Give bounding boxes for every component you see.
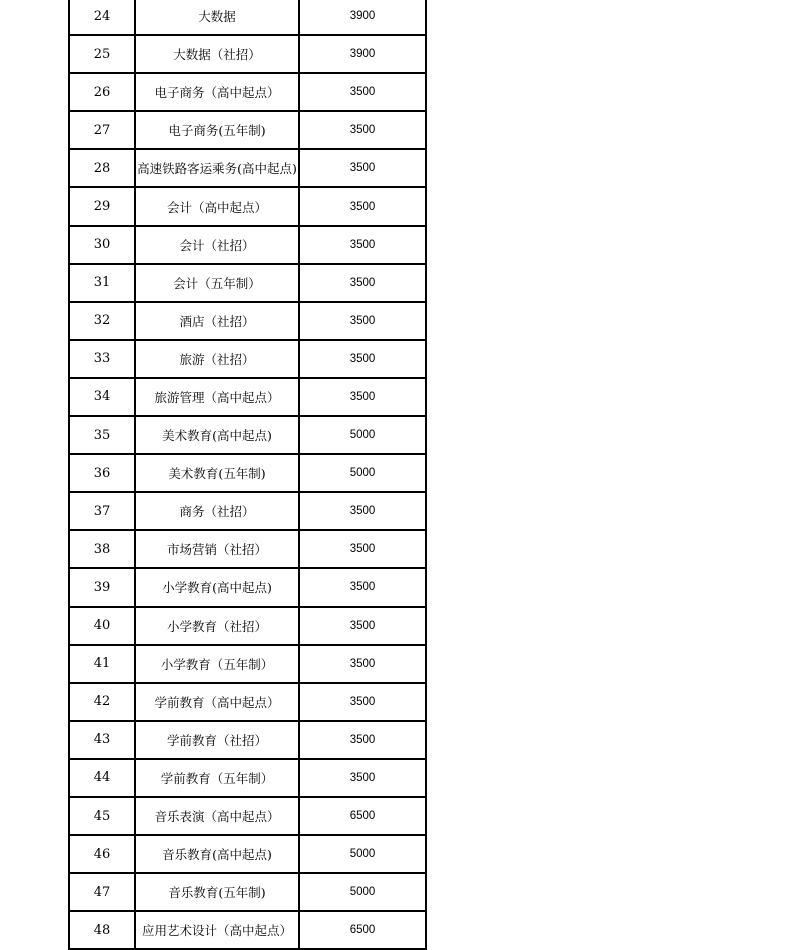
- tuition-fee-cell: 3500: [298, 760, 427, 796]
- row-number-cell: 36: [68, 455, 134, 491]
- major-name-cell: 美术教育(高中起点): [134, 417, 298, 453]
- major-name-cell: 电子商务(五年制): [134, 112, 298, 148]
- row-number-cell: 40: [68, 608, 134, 644]
- major-name-cell: 美术教育(五年制): [134, 455, 298, 491]
- tuition-fee-cell: 6500: [298, 912, 427, 948]
- table-row: [68, 188, 427, 226]
- table-row: [68, 760, 427, 798]
- table-row: [68, 74, 427, 112]
- table-row: [68, 379, 427, 417]
- row-number-cell: 31: [68, 265, 134, 301]
- major-name-cell: 旅游管理（高中起点）: [134, 379, 298, 415]
- major-name-cell: 电子商务（高中起点）: [134, 74, 298, 110]
- table-row: [68, 874, 427, 912]
- tuition-fee-cell: 3500: [298, 684, 427, 720]
- tuition-fee-cell: 3500: [298, 112, 427, 148]
- major-name-cell: 大数据: [134, 0, 298, 34]
- major-name-cell: 商务（社招）: [134, 493, 298, 529]
- row-number-cell: 34: [68, 379, 134, 415]
- row-number-cell: 39: [68, 569, 134, 605]
- row-number-cell: 32: [68, 303, 134, 339]
- tuition-fee-cell: 3500: [298, 379, 427, 415]
- row-number-cell: 47: [68, 874, 134, 910]
- tuition-fee-cell: 3900: [298, 0, 427, 34]
- major-name-cell: 会计（五年制）: [134, 265, 298, 301]
- tuition-fee-cell: 3500: [298, 303, 427, 339]
- major-name-cell: 小学教育（五年制）: [134, 646, 298, 682]
- major-name-cell: 应用艺术设计（高中起点）: [134, 912, 298, 948]
- table-row: [68, 836, 427, 874]
- row-number-cell: 37: [68, 493, 134, 529]
- row-number-cell: 48: [68, 912, 134, 948]
- tuition-fee-cell: 3500: [298, 227, 427, 263]
- row-number-cell: 24: [68, 0, 134, 34]
- table-row: [68, 36, 427, 74]
- tuition-fee-cell: 3500: [298, 188, 427, 224]
- major-name-cell: 小学教育(高中起点): [134, 569, 298, 605]
- fee-table: [68, 0, 427, 950]
- major-name-cell: 学前教育（五年制）: [134, 760, 298, 796]
- table-row: [68, 608, 427, 646]
- tuition-fee-cell: 3500: [298, 341, 427, 377]
- tuition-fee-cell: 5000: [298, 874, 427, 910]
- major-name-cell: 音乐教育(五年制): [134, 874, 298, 910]
- row-number-cell: 46: [68, 836, 134, 872]
- tuition-fee-cell: 5000: [298, 836, 427, 872]
- tuition-fee-cell: 3500: [298, 150, 427, 186]
- major-name-cell: 旅游（社招）: [134, 341, 298, 377]
- table-row: [68, 684, 427, 722]
- major-name-cell: 大数据（社招）: [134, 36, 298, 72]
- table-row: [68, 112, 427, 150]
- row-number-cell: 44: [68, 760, 134, 796]
- row-number-cell: 25: [68, 36, 134, 72]
- row-number-cell: 42: [68, 684, 134, 720]
- row-number-cell: 26: [68, 74, 134, 110]
- table-row: [68, 493, 427, 531]
- tuition-fee-cell: 3500: [298, 646, 427, 682]
- table-row: [68, 569, 427, 607]
- table-row: [68, 341, 427, 379]
- major-name-cell: 会计（社招）: [134, 227, 298, 263]
- row-number-cell: 28: [68, 150, 134, 186]
- table-row: [68, 150, 427, 188]
- row-number-cell: 45: [68, 798, 134, 834]
- tuition-fee-cell: 6500: [298, 798, 427, 834]
- tuition-fee-cell: 5000: [298, 417, 427, 453]
- row-number-cell: 33: [68, 341, 134, 377]
- table-row: [68, 912, 427, 950]
- tuition-fee-cell: 3500: [298, 493, 427, 529]
- table-row: [68, 227, 427, 265]
- row-number-cell: 29: [68, 188, 134, 224]
- tuition-fee-cell: 3500: [298, 569, 427, 605]
- row-number-cell: 27: [68, 112, 134, 148]
- tuition-fee-cell: 5000: [298, 455, 427, 491]
- tuition-fee-cell: 3500: [298, 74, 427, 110]
- tuition-fee-cell: 3900: [298, 36, 427, 72]
- major-name-cell: 音乐表演（高中起点）: [134, 798, 298, 834]
- row-number-cell: 38: [68, 531, 134, 567]
- major-name-cell: 学前教育（高中起点）: [134, 684, 298, 720]
- tuition-fee-cell: 3500: [298, 722, 427, 758]
- tuition-fee-cell: 3500: [298, 608, 427, 644]
- major-name-cell: 音乐教育(高中起点): [134, 836, 298, 872]
- major-name-cell: 会计（高中起点）: [134, 188, 298, 224]
- major-name-cell: 酒店（社招）: [134, 303, 298, 339]
- table-row: [68, 0, 427, 36]
- major-name-cell: 市场营销（社招）: [134, 531, 298, 567]
- table-row: [68, 455, 427, 493]
- row-number-cell: 35: [68, 417, 134, 453]
- table-row: [68, 646, 427, 684]
- major-name-cell: 小学教育（社招）: [134, 608, 298, 644]
- major-name-cell: 高速铁路客运乘务(高中起点): [134, 150, 298, 186]
- tuition-fee-cell: 3500: [298, 265, 427, 301]
- table-row: [68, 798, 427, 836]
- row-number-cell: 41: [68, 646, 134, 682]
- row-number-cell: 30: [68, 227, 134, 263]
- table-row: [68, 303, 427, 341]
- table-row: [68, 531, 427, 569]
- table-row: [68, 722, 427, 760]
- table-row: [68, 417, 427, 455]
- tuition-fee-cell: 3500: [298, 531, 427, 567]
- row-number-cell: 43: [68, 722, 134, 758]
- major-name-cell: 学前教育（社招）: [134, 722, 298, 758]
- table-row: [68, 265, 427, 303]
